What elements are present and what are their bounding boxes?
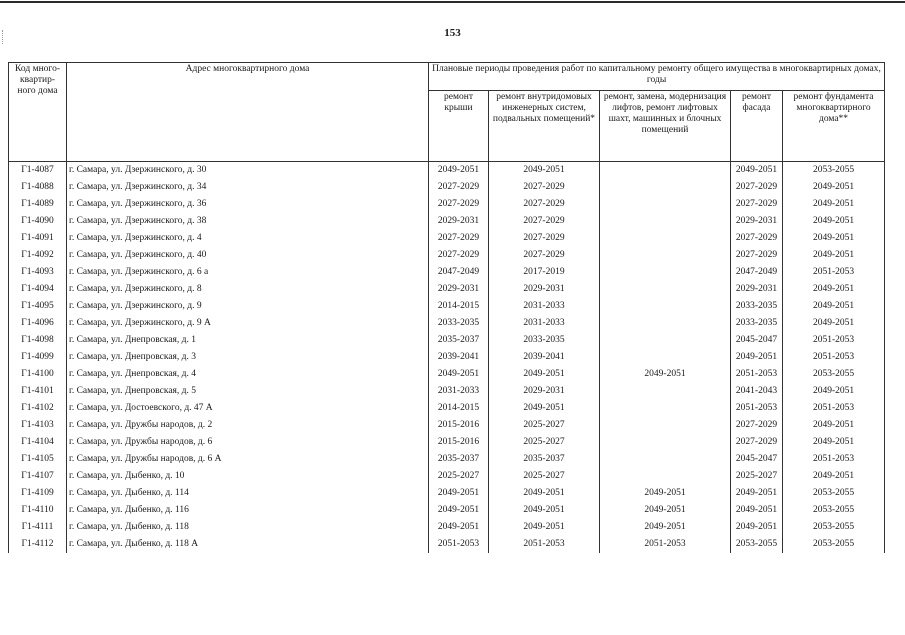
code-cell: Г1-4103 xyxy=(9,417,67,434)
roof-cell: 2015-2016 xyxy=(429,417,489,434)
lifts-cell xyxy=(600,417,731,434)
lifts-cell: 2049-2051 xyxy=(600,519,731,536)
roof-cell: 2049-2051 xyxy=(429,485,489,502)
code-cell: Г1-4089 xyxy=(9,196,67,213)
systems-cell: 2027-2029 xyxy=(489,213,600,230)
roof-cell: 2025-2027 xyxy=(429,468,489,485)
table-row xyxy=(9,315,885,332)
facade-cell: 2045-2047 xyxy=(731,451,783,468)
facade-cell: 2033-2035 xyxy=(731,315,783,332)
table-row xyxy=(9,536,885,553)
address-cell: г. Самара, ул. Дыбенко, д. 10 xyxy=(67,468,429,485)
code-cell: Г1-4111 xyxy=(9,519,67,536)
code-cell: Г1-4098 xyxy=(9,332,67,349)
roof-cell: 2039-2041 xyxy=(429,349,489,366)
table-row xyxy=(9,502,885,519)
lifts-cell xyxy=(600,162,731,180)
address-cell: г. Самара, ул. Днепровская, д. 3 xyxy=(67,349,429,366)
lifts-cell xyxy=(600,383,731,400)
facade-cell: 2049-2051 xyxy=(731,502,783,519)
systems-cell: 2027-2029 xyxy=(489,196,600,213)
lifts-cell xyxy=(600,230,731,247)
address-cell: г. Самара, ул. Дружбы народов, д. 2 xyxy=(67,417,429,434)
table-row xyxy=(9,196,885,213)
foundation-cell: 2049-2051 xyxy=(783,383,885,400)
code-cell: Г1-4092 xyxy=(9,247,67,264)
facade-cell: 2027-2029 xyxy=(731,230,783,247)
page-number: 153 xyxy=(444,27,461,39)
foundation-cell: 2053-2055 xyxy=(783,519,885,536)
header-systems: ремонт внутридомовых инженерных систем, подвальных помещений* xyxy=(489,90,600,161)
code-cell: Г1-4105 xyxy=(9,451,67,468)
foundation-cell: 2053-2055 xyxy=(783,366,885,383)
facade-cell: 2049-2051 xyxy=(731,519,783,536)
lifts-cell xyxy=(600,451,731,468)
address-cell: г. Самара, ул. Дзержинского, д. 40 xyxy=(67,247,429,264)
lifts-cell xyxy=(600,247,731,264)
systems-cell: 2027-2029 xyxy=(489,247,600,264)
table-row xyxy=(9,213,885,230)
systems-cell: 2049-2051 xyxy=(489,485,600,502)
table-row xyxy=(9,451,885,468)
code-cell: Г1-4090 xyxy=(9,213,67,230)
header-address: Адрес многоквартирного дома xyxy=(67,63,429,162)
roof-cell: 2014-2015 xyxy=(429,400,489,417)
code-cell: Г1-4091 xyxy=(9,230,67,247)
table-row xyxy=(9,230,885,247)
foundation-cell: 2049-2051 xyxy=(783,298,885,315)
foundation-cell: 2053-2055 xyxy=(783,485,885,502)
foundation-cell: 2049-2051 xyxy=(783,247,885,264)
lifts-cell: 2049-2051 xyxy=(600,366,731,383)
systems-cell: 2027-2029 xyxy=(489,230,600,247)
systems-cell: 2035-2037 xyxy=(489,451,600,468)
foundation-cell: 2049-2051 xyxy=(783,213,885,230)
code-cell: Г1-4094 xyxy=(9,281,67,298)
roof-cell: 2015-2016 xyxy=(429,434,489,451)
address-cell: г. Самара, ул. Достоевского, д. 47 А xyxy=(67,400,429,417)
facade-cell: 2047-2049 xyxy=(731,264,783,281)
roof-cell: 2051-2053 xyxy=(429,536,489,553)
code-cell: Г1-4093 xyxy=(9,264,67,281)
address-cell: г. Самара, ул. Дыбенко, д. 118 xyxy=(67,519,429,536)
systems-cell: 2031-2033 xyxy=(489,298,600,315)
lifts-cell xyxy=(600,315,731,332)
foundation-cell: 2053-2055 xyxy=(783,536,885,553)
lifts-cell xyxy=(600,281,731,298)
systems-cell: 2051-2053 xyxy=(489,536,600,553)
roof-cell: 2027-2029 xyxy=(429,230,489,247)
facade-cell: 2051-2053 xyxy=(731,400,783,417)
code-cell: Г1-4104 xyxy=(9,434,67,451)
systems-cell: 2039-2041 xyxy=(489,349,600,366)
lifts-cell xyxy=(600,213,731,230)
code-cell: Г1-4101 xyxy=(9,383,67,400)
lifts-cell: 2049-2051 xyxy=(600,485,731,502)
table-row xyxy=(9,468,885,485)
facade-cell: 2027-2029 xyxy=(731,196,783,213)
roof-cell: 2049-2051 xyxy=(429,519,489,536)
table-row xyxy=(9,366,885,383)
address-cell: г. Самара, ул. Дружбы народов, д. 6 xyxy=(67,434,429,451)
systems-cell: 2049-2051 xyxy=(489,502,600,519)
foundation-cell: 2051-2053 xyxy=(783,451,885,468)
code-cell: Г1-4100 xyxy=(9,366,67,383)
code-cell: Г1-4099 xyxy=(9,349,67,366)
code-cell: Г1-4087 xyxy=(9,162,67,180)
header-facade: ремонт фасада xyxy=(731,90,783,161)
address-cell: г. Самара, ул. Днепровская, д. 4 xyxy=(67,366,429,383)
table-row xyxy=(9,179,885,196)
facade-cell: 2049-2051 xyxy=(731,349,783,366)
roof-cell: 2049-2051 xyxy=(429,366,489,383)
facade-cell: 2033-2035 xyxy=(731,298,783,315)
foundation-cell: 2049-2051 xyxy=(783,281,885,298)
top-rule xyxy=(0,1,905,3)
header-foundation: ремонт фундамента многоквартирного дома** xyxy=(783,90,885,161)
systems-cell: 2025-2027 xyxy=(489,468,600,485)
systems-cell: 2029-2031 xyxy=(489,281,600,298)
address-cell: г. Самара, ул. Дзержинского, д. 4 xyxy=(67,230,429,247)
facade-cell: 2027-2029 xyxy=(731,247,783,264)
code-cell: Г1-4110 xyxy=(9,502,67,519)
header-periods: Плановые периоды проведения работ по капитальному ремонту общего имущества в многоквартирных домах, годы xyxy=(429,63,885,91)
roof-cell: 2033-2035 xyxy=(429,315,489,332)
address-cell: г. Самара, ул. Дзержинского, д. 8 xyxy=(67,281,429,298)
table-row xyxy=(9,264,885,281)
facade-cell: 2029-2031 xyxy=(731,281,783,298)
foundation-cell: 2049-2051 xyxy=(783,230,885,247)
lifts-cell xyxy=(600,349,731,366)
address-cell: г. Самара, ул. Днепровская, д. 5 xyxy=(67,383,429,400)
systems-cell: 2017-2019 xyxy=(489,264,600,281)
table-row xyxy=(9,519,885,536)
systems-cell: 2029-2031 xyxy=(489,383,600,400)
facade-cell: 2027-2029 xyxy=(731,417,783,434)
lifts-cell: 2049-2051 xyxy=(600,502,731,519)
address-cell: г. Самара, ул. Днепровская, д. 1 xyxy=(67,332,429,349)
lifts-cell xyxy=(600,298,731,315)
facade-cell: 2049-2051 xyxy=(731,162,783,180)
systems-cell: 2049-2051 xyxy=(489,162,600,180)
table-row xyxy=(9,162,885,180)
foundation-cell: 2049-2051 xyxy=(783,434,885,451)
facade-cell: 2041-2043 xyxy=(731,383,783,400)
facade-cell: 2045-2047 xyxy=(731,332,783,349)
address-cell: г. Самара, ул. Дзержинского, д. 36 xyxy=(67,196,429,213)
table-row xyxy=(9,417,885,434)
facade-cell: 2049-2051 xyxy=(731,485,783,502)
code-cell: Г1-4112 xyxy=(9,536,67,553)
roof-cell: 2027-2029 xyxy=(429,179,489,196)
foundation-cell: 2053-2055 xyxy=(783,162,885,180)
facade-cell: 2029-2031 xyxy=(731,213,783,230)
address-cell: г. Самара, ул. Дыбенко, д. 116 xyxy=(67,502,429,519)
address-cell: г. Самара, ул. Дзержинского, д. 9 А xyxy=(67,315,429,332)
facade-cell: 2051-2053 xyxy=(731,366,783,383)
foundation-cell: 2049-2051 xyxy=(783,196,885,213)
foundation-cell: 2051-2053 xyxy=(783,264,885,281)
address-cell: г. Самара, ул. Дыбенко, д. 118 А xyxy=(67,536,429,553)
lifts-cell xyxy=(600,179,731,196)
table-row xyxy=(9,349,885,366)
code-cell: Г1-4096 xyxy=(9,315,67,332)
code-cell: Г1-4107 xyxy=(9,468,67,485)
repair-schedule-table xyxy=(8,62,885,553)
lifts-cell xyxy=(600,264,731,281)
systems-cell: 2027-2029 xyxy=(489,179,600,196)
code-cell: Г1-4095 xyxy=(9,298,67,315)
roof-cell: 2029-2031 xyxy=(429,213,489,230)
facade-cell: 2027-2029 xyxy=(731,179,783,196)
lifts-cell xyxy=(600,196,731,213)
table-body xyxy=(9,162,885,554)
header-roof: ремонт крыши xyxy=(429,90,489,161)
systems-cell: 2033-2035 xyxy=(489,332,600,349)
address-cell: г. Самара, ул. Дзержинского, д. 38 xyxy=(67,213,429,230)
facade-cell: 2053-2055 xyxy=(731,536,783,553)
foundation-cell: 2049-2051 xyxy=(783,468,885,485)
systems-cell: 2049-2051 xyxy=(489,400,600,417)
systems-cell: 2031-2033 xyxy=(489,315,600,332)
lifts-cell: 2051-2053 xyxy=(600,536,731,553)
table-row xyxy=(9,485,885,502)
systems-cell: 2025-2027 xyxy=(489,417,600,434)
address-cell: г. Самара, ул. Дзержинского, д. 9 xyxy=(67,298,429,315)
lifts-cell xyxy=(600,434,731,451)
roof-cell: 2049-2051 xyxy=(429,502,489,519)
roof-cell: 2035-2037 xyxy=(429,332,489,349)
foundation-cell: 2049-2051 xyxy=(783,315,885,332)
lifts-cell xyxy=(600,400,731,417)
header-code: Код много-квартир-ного дома xyxy=(9,63,67,162)
foundation-cell: 2051-2053 xyxy=(783,349,885,366)
address-cell: г. Самара, ул. Дзержинского, д. 6 а xyxy=(67,264,429,281)
foundation-cell: 2051-2053 xyxy=(783,400,885,417)
facade-cell: 2025-2027 xyxy=(731,468,783,485)
address-cell: г. Самара, ул. Дружбы народов, д. 6 А xyxy=(67,451,429,468)
roof-cell: 2047-2049 xyxy=(429,264,489,281)
code-cell: Г1-4088 xyxy=(9,179,67,196)
address-cell: г. Самара, ул. Дыбенко, д. 114 xyxy=(67,485,429,502)
code-cell: Г1-4109 xyxy=(9,485,67,502)
lifts-cell xyxy=(600,332,731,349)
foundation-cell: 2049-2051 xyxy=(783,417,885,434)
address-cell: г. Самара, ул. Дзержинского, д. 30 xyxy=(67,162,429,180)
header-lifts: ремонт, замена, модернизация лифтов, ремонт лифтовых шахт, машинных и блочных помещений xyxy=(600,90,731,161)
foundation-cell: 2053-2055 xyxy=(783,502,885,519)
roof-cell: 2027-2029 xyxy=(429,196,489,213)
roof-cell: 2049-2051 xyxy=(429,162,489,180)
table-row xyxy=(9,400,885,417)
roof-cell: 2014-2015 xyxy=(429,298,489,315)
table-row xyxy=(9,332,885,349)
roof-cell: 2035-2037 xyxy=(429,451,489,468)
table-row xyxy=(9,298,885,315)
roof-cell: 2029-2031 xyxy=(429,281,489,298)
foundation-cell: 2051-2053 xyxy=(783,332,885,349)
table-row xyxy=(9,247,885,264)
address-cell: г. Самара, ул. Дзержинского, д. 34 xyxy=(67,179,429,196)
systems-cell: 2025-2027 xyxy=(489,434,600,451)
systems-cell: 2049-2051 xyxy=(489,519,600,536)
table-row xyxy=(9,434,885,451)
table-row xyxy=(9,383,885,400)
facade-cell: 2027-2029 xyxy=(731,434,783,451)
code-cell: Г1-4102 xyxy=(9,400,67,417)
roof-cell: 2027-2029 xyxy=(429,247,489,264)
foundation-cell: 2049-2051 xyxy=(783,179,885,196)
table-row xyxy=(9,281,885,298)
systems-cell: 2049-2051 xyxy=(489,366,600,383)
roof-cell: 2031-2033 xyxy=(429,383,489,400)
lifts-cell xyxy=(600,468,731,485)
